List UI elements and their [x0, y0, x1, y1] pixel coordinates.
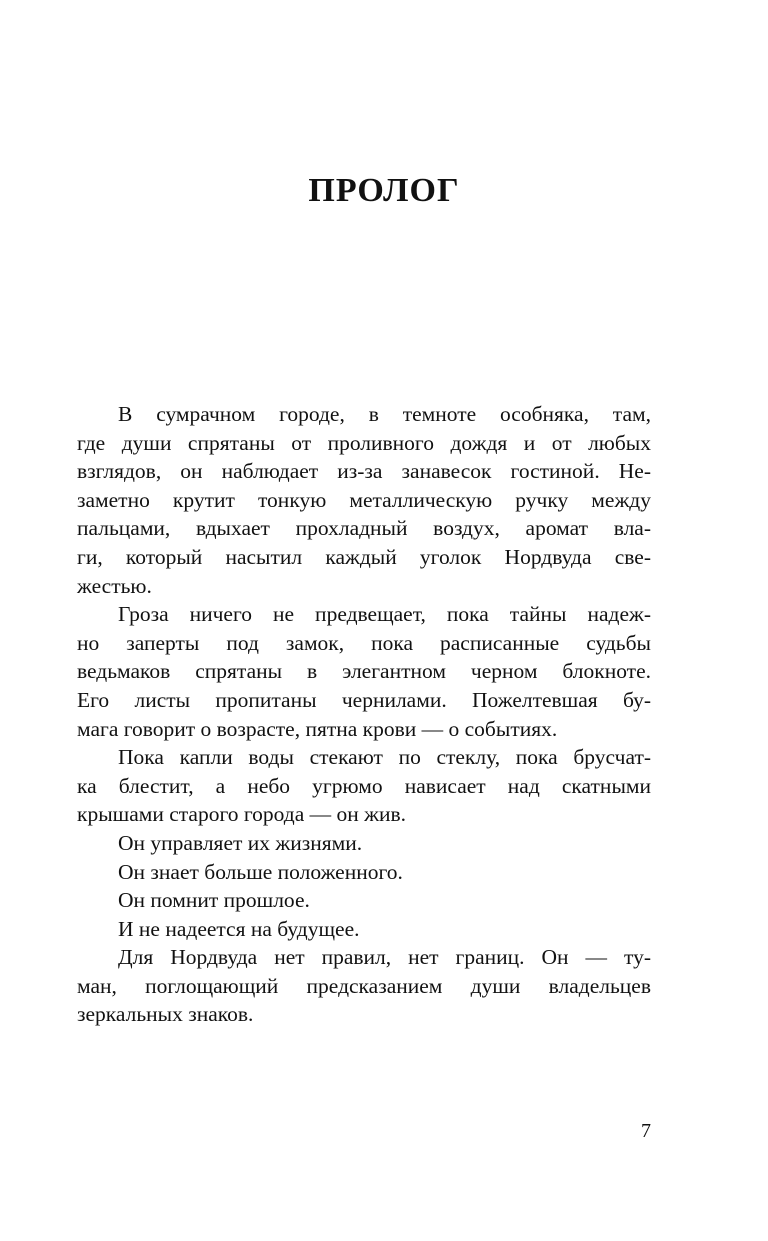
- text-line: ка блестит, а небо угрюмо нависает над скатными: [77, 773, 651, 798]
- text-line: крышами старого города — он жив.: [77, 802, 407, 827]
- text-line: Гроза ничего не предвещает, пока тайны надеж-: [118, 602, 651, 627]
- text-line: ведьмаков спрятаны в элегантном черном блокноте.: [77, 659, 651, 684]
- text-line: но заперты под замок, пока расписанные судьбы: [77, 630, 651, 655]
- text-line: В сумрачном городе, в темноте особняка, там,: [118, 402, 651, 426]
- text-line: ман, поглощающий предсказанием души владельцев: [77, 973, 651, 998]
- text-line: Он управляет их жизнями.: [118, 830, 363, 855]
- text-line: Он помнит прошлое.: [118, 888, 310, 913]
- paragraph: [77, 943, 651, 1029]
- text-line: зеркальных знаков.: [77, 1002, 254, 1027]
- paragraph: [77, 743, 651, 829]
- text-line: заметно крутит тонкую металлическую ручку между: [77, 487, 651, 512]
- paragraph: [77, 400, 651, 600]
- text-line: где души спрятаны от проливного дождя и от любых: [77, 430, 651, 455]
- text-line: взглядов, он наблюдает из-за занавесок гостиной. Не-: [77, 459, 651, 484]
- text-line: ги, который насытил каждый уголок Нордвуда све-: [77, 544, 651, 569]
- text-line: пальцами, вдыхает прохладный воздух, аромат вла-: [77, 516, 651, 541]
- paragraph: [77, 915, 651, 944]
- page-number: 7: [641, 1120, 651, 1142]
- text-line: Для Нордвуда нет правил, нет границ. Он — ту-: [118, 945, 651, 970]
- text-line: Его листы пропитаны чернилами. Пожелтевшая бу-: [77, 687, 651, 712]
- text-line: Пока капли воды стекают по стеклу, пока брусчат-: [118, 745, 651, 770]
- prologue-text: [77, 400, 651, 1029]
- text-line: жестью.: [77, 573, 152, 598]
- paragraph: [77, 858, 651, 887]
- text-line: Он знает больше положенного.: [118, 859, 403, 884]
- chapter-title: ПРОЛОГ: [308, 172, 460, 209]
- text-line: мага говорит о возрасте, пятна крови — о событиях.: [77, 716, 558, 741]
- paragraph: [77, 886, 651, 915]
- text-line: И не надеется на будущее.: [118, 916, 360, 941]
- paragraph: [77, 829, 651, 858]
- paragraph: [77, 600, 651, 743]
